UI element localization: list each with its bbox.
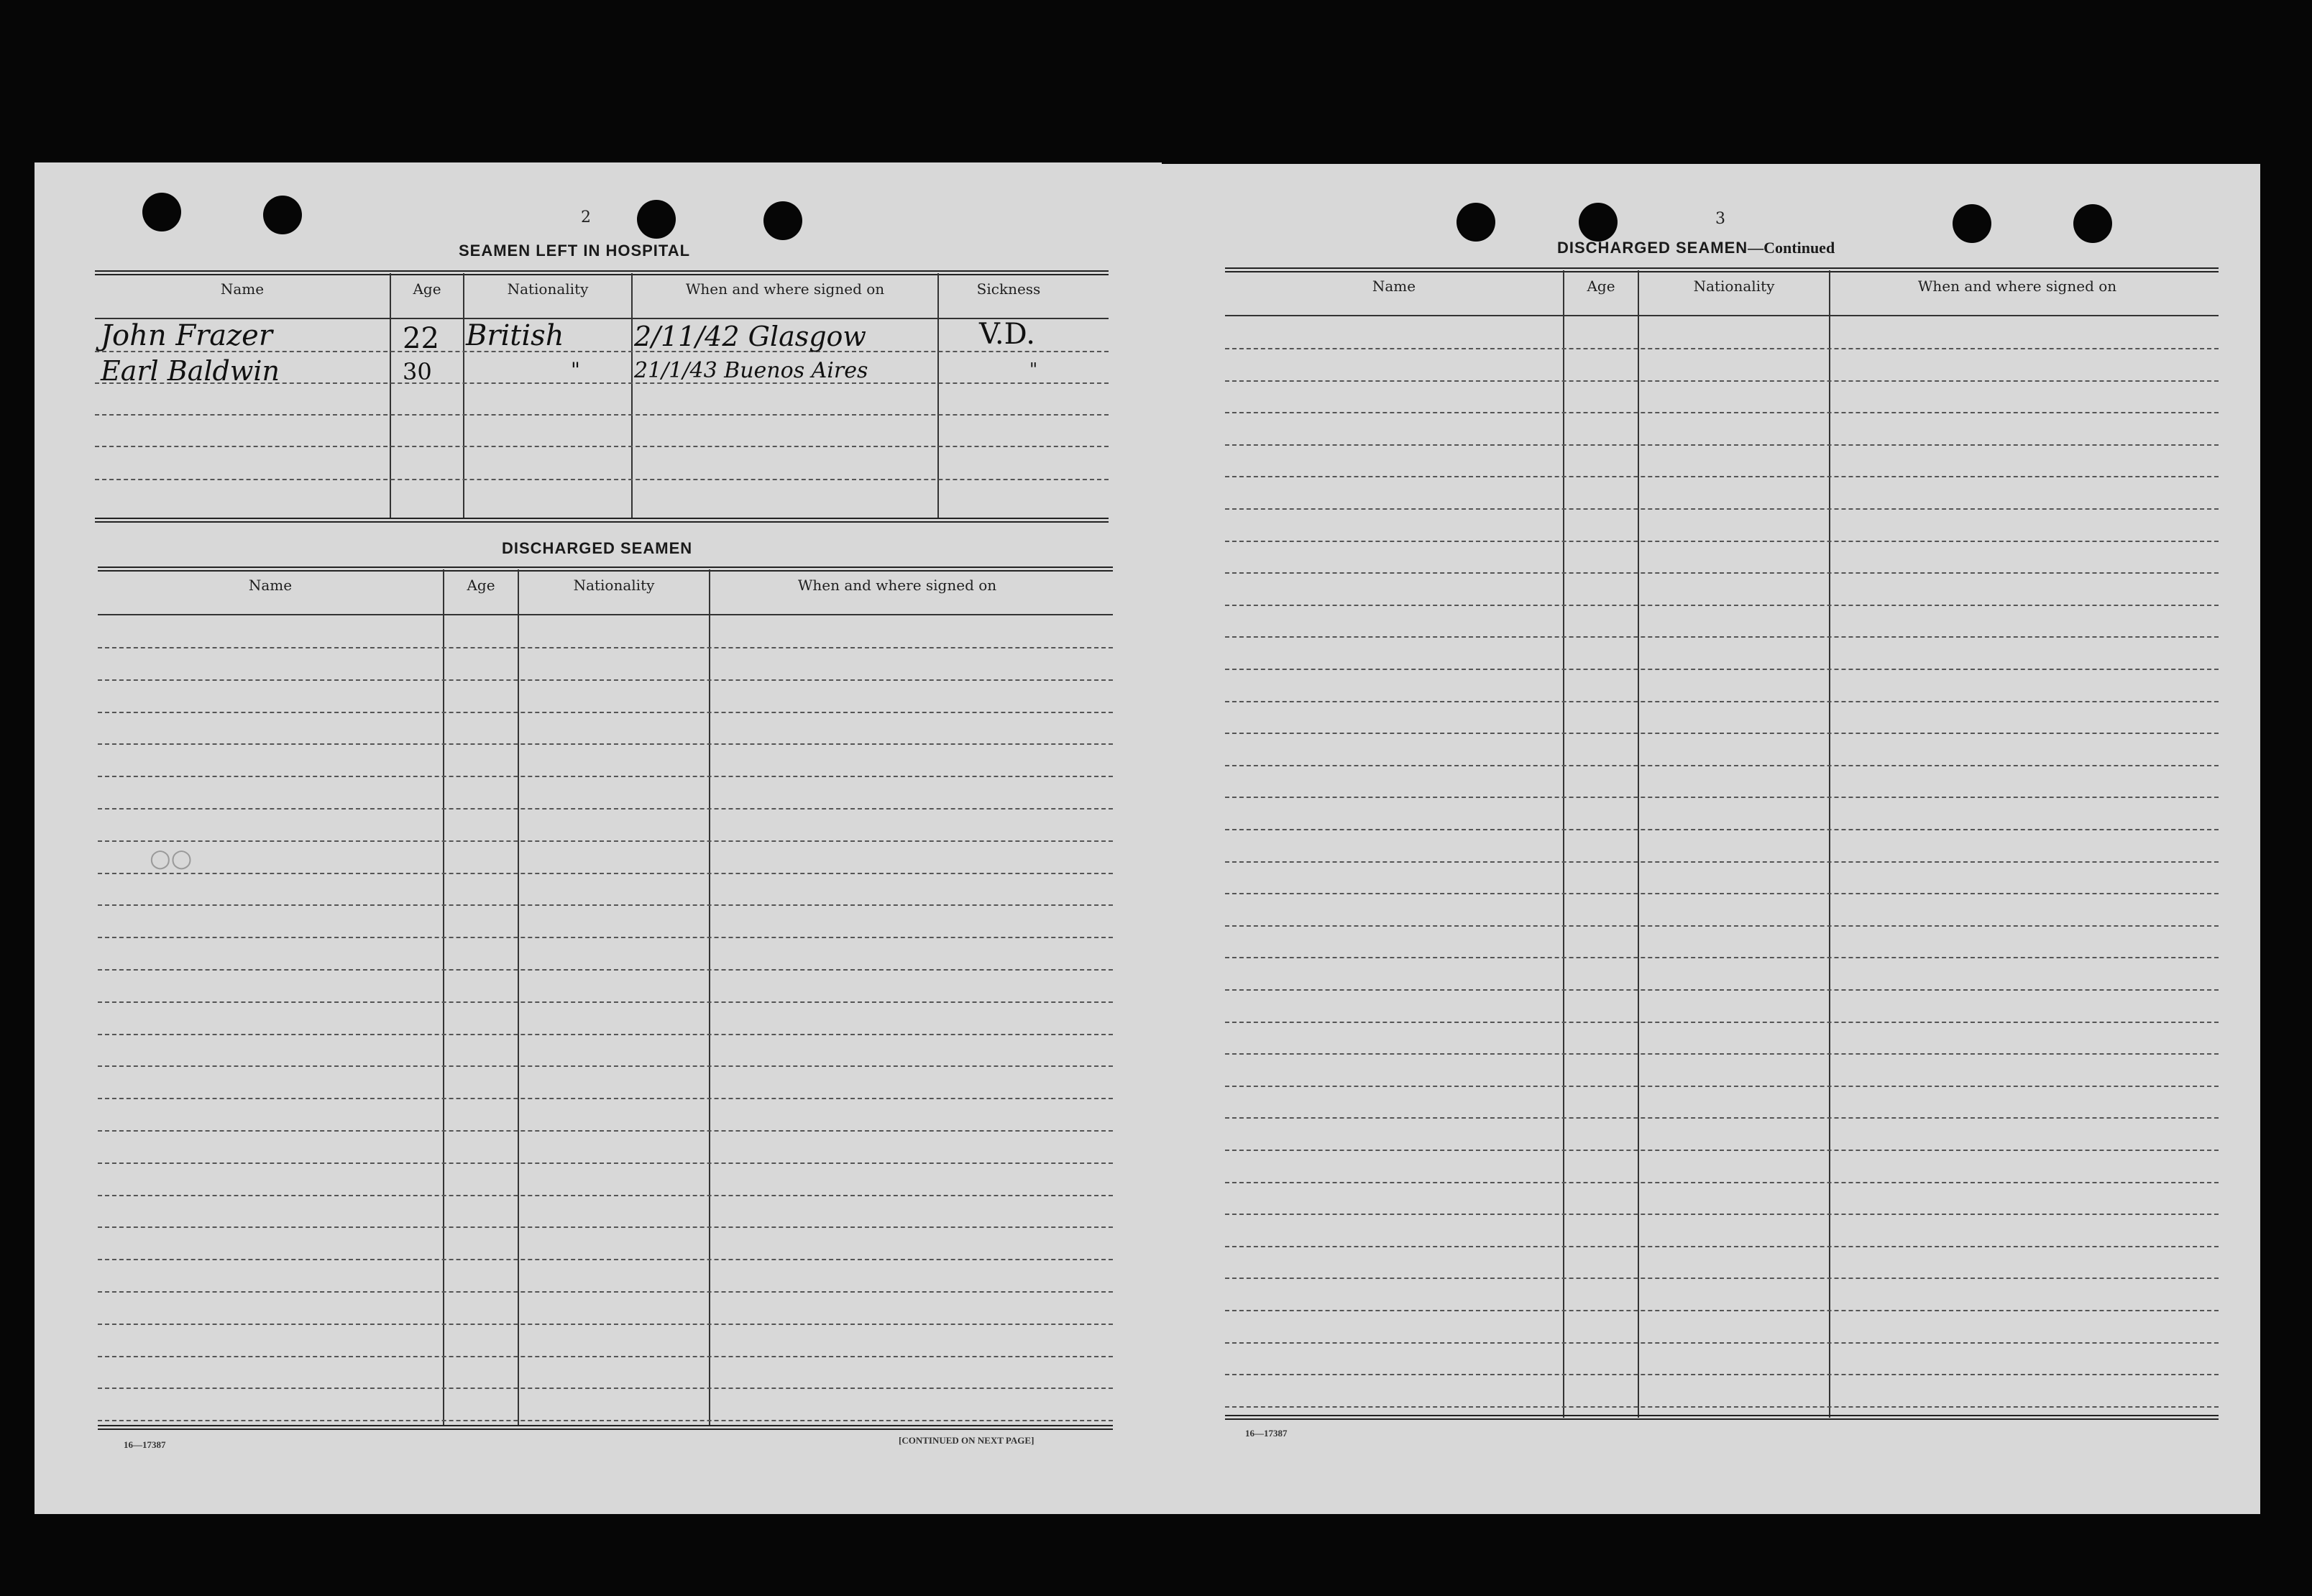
column-header-signed-on: When and where signed on — [685, 280, 885, 298]
ruled-line — [98, 1195, 1113, 1196]
ruled-line — [1225, 925, 2219, 927]
title-suffix: —Continued — [1748, 239, 1835, 257]
ruled-line — [98, 1162, 1113, 1164]
ruled-line — [98, 1324, 1113, 1325]
punch-hole — [763, 201, 802, 240]
ruled-line — [1225, 669, 2219, 670]
ruled-line — [1225, 1117, 2219, 1119]
discharged-continued-table — [1225, 267, 2219, 1421]
ruled-line — [1225, 861, 2219, 863]
column-header-nationality: Nationality — [1693, 278, 1775, 295]
punch-hole — [1579, 203, 1618, 242]
column-header-name: Name — [1372, 278, 1416, 295]
punch-hole — [1953, 204, 1991, 243]
ruled-line — [1225, 1214, 2219, 1215]
column-header-name: Name — [248, 577, 293, 594]
row-2-name: Earl Baldwin — [101, 355, 280, 387]
column-header-signed-on: When and where signed on — [797, 577, 997, 594]
ruled-line — [98, 840, 1113, 842]
continued-note: [CONTINUED ON NEXT PAGE] — [899, 1435, 1035, 1446]
ruled-line — [1225, 380, 2219, 382]
discharged-continued-title — [1557, 239, 1835, 257]
discharged-title: DISCHARGED SEAMEN — [502, 539, 693, 557]
column-header-age: Age — [413, 280, 441, 298]
ruled-line — [98, 679, 1113, 681]
ruled-line — [1225, 989, 2219, 991]
ruled-line — [1225, 1278, 2219, 1279]
row-2-sickness: " — [1029, 359, 1038, 380]
punch-hole — [263, 196, 302, 234]
ruled-line — [98, 1034, 1113, 1035]
column-header-signed-on: When and where signed on — [1917, 278, 2117, 295]
ruled-line — [1225, 1342, 2219, 1344]
ruled-line — [1225, 476, 2219, 477]
ruled-line — [1225, 572, 2219, 574]
ruled-line — [98, 712, 1113, 713]
form-number: 16—17387 — [1245, 1428, 1288, 1439]
punch-hole — [1457, 203, 1495, 242]
ruled-line — [1225, 1182, 2219, 1183]
ruled-line — [98, 969, 1113, 971]
ruled-line — [1225, 957, 2219, 958]
ruled-line — [98, 1001, 1113, 1003]
ruled-line — [98, 904, 1113, 906]
ruled-line — [98, 1356, 1113, 1357]
hospital-title: SEAMEN LEFT IN HOSPITAL — [459, 242, 691, 260]
column-header-nationality: Nationality — [507, 280, 589, 298]
ruled-line — [1225, 797, 2219, 798]
ruled-line — [98, 1259, 1113, 1260]
row-2-nationality: " — [571, 358, 580, 382]
ruled-line — [1225, 893, 2219, 894]
title-text: DISCHARGED SEAMEN — [1557, 239, 1748, 257]
ruled-line — [98, 1420, 1113, 1421]
ruled-line — [1225, 1246, 2219, 1247]
ruled-line — [1225, 829, 2219, 830]
ruled-line — [98, 1291, 1113, 1293]
ruled-line — [1225, 444, 2219, 446]
ruled-line — [1225, 605, 2219, 606]
ruled-line — [1225, 1406, 2219, 1408]
ruled-line — [98, 647, 1113, 648]
ruled-line — [98, 1388, 1113, 1389]
page-number: 3 — [1715, 210, 1725, 228]
hospital-table — [95, 270, 1109, 522]
page-number: 2 — [581, 208, 591, 226]
ruled-line — [1225, 701, 2219, 702]
column-header-age: Age — [467, 577, 495, 594]
punch-hole — [142, 193, 181, 231]
ruled-line — [1225, 541, 2219, 542]
left-page — [35, 162, 1162, 1514]
row-1-age: 22 — [403, 322, 439, 355]
ruled-line — [98, 1130, 1113, 1132]
ruled-line — [98, 1065, 1113, 1067]
ruled-line — [1225, 412, 2219, 413]
ruled-line — [1225, 765, 2219, 766]
row-1-nationality: British — [466, 319, 564, 352]
discharged-table — [98, 567, 1113, 1454]
row-1-sickness: V.D. — [979, 318, 1035, 351]
column-header-sickness: Sickness — [976, 280, 1041, 298]
faint-mark: ○○ — [150, 844, 193, 873]
punch-hole — [2073, 204, 2112, 243]
ruled-line — [98, 873, 1113, 874]
column-header-nationality: Nationality — [573, 577, 655, 594]
ruled-line — [1225, 1022, 2219, 1023]
row-1-signed-on: 2/11/42 Glasgow — [634, 321, 866, 352]
ruled-line — [1225, 348, 2219, 349]
ruled-line — [1225, 1374, 2219, 1375]
ruled-line — [1225, 1053, 2219, 1055]
ruled-line — [98, 937, 1113, 938]
ruled-line — [1225, 1150, 2219, 1151]
row-2-age: 30 — [403, 358, 432, 385]
ruled-line — [1225, 733, 2219, 734]
row-2-signed-on: 21/1/43 Buenos Aires — [634, 358, 868, 383]
ruled-line — [98, 743, 1113, 745]
ruled-line — [1225, 1310, 2219, 1311]
column-header-age: Age — [1587, 278, 1615, 295]
form-number: 16—17387 — [124, 1439, 166, 1450]
punch-hole — [637, 200, 676, 239]
ruled-line — [1225, 1086, 2219, 1087]
column-header-name: Name — [220, 280, 265, 298]
ruled-line — [1225, 636, 2219, 638]
ruled-line — [98, 808, 1113, 810]
ruled-line — [98, 1098, 1113, 1099]
row-1-name: John Frazer — [101, 319, 272, 352]
right-page — [1159, 164, 2260, 1514]
ruled-line — [1225, 508, 2219, 510]
ruled-line — [98, 776, 1113, 777]
ruled-line — [98, 1226, 1113, 1228]
